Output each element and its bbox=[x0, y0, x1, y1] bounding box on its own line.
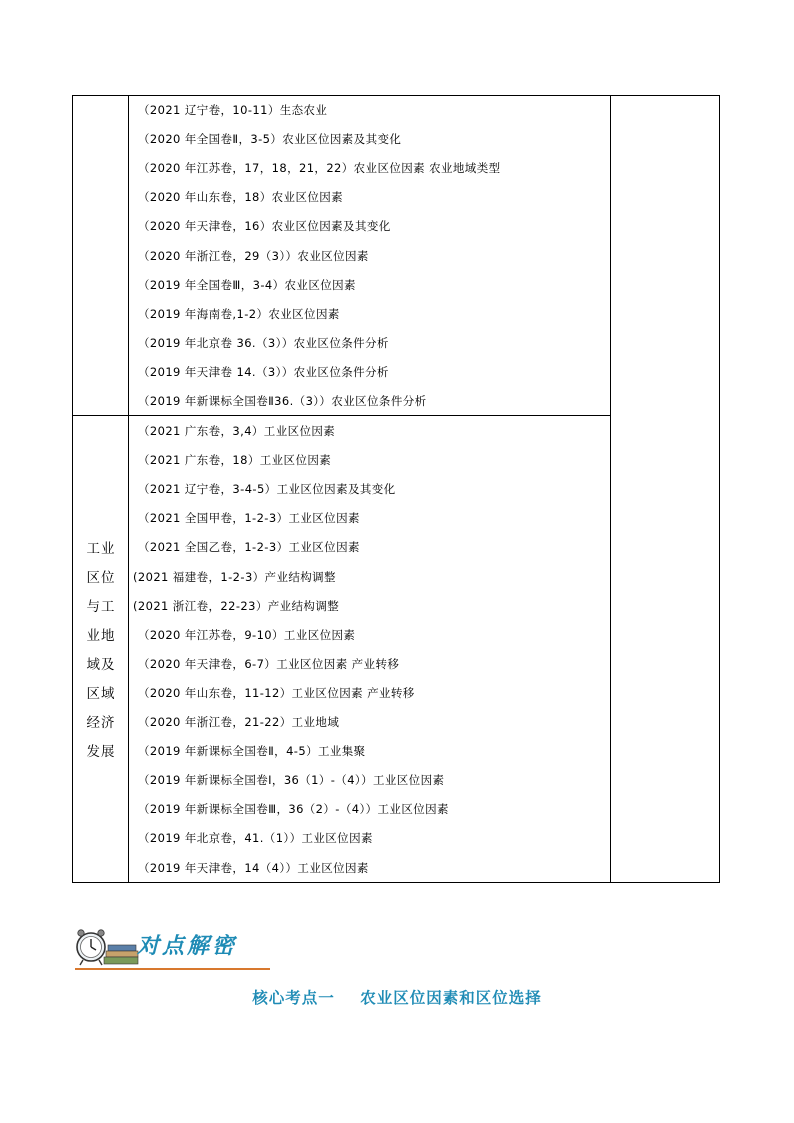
topic-line: 区位 bbox=[86, 570, 116, 586]
industry-topic-label bbox=[80, 535, 122, 767]
agriculture-entry: （2020 年山东卷，18）农业区位因素 bbox=[138, 190, 344, 205]
industry-entry: （2021 广东卷，18）工业区位因素 bbox=[138, 453, 332, 468]
agriculture-entry: （2019 年天津卷 14.（3））农业区位条件分析 bbox=[138, 364, 389, 379]
industry-entry: （2019 年新课标全国卷Ⅱ，4-5）工业集聚 bbox=[138, 744, 366, 759]
industry-entry: （2019 年新课标全国卷Ⅲ，36（2）-（4））工业区位因素 bbox=[138, 802, 449, 817]
agriculture-entry: （2019 年海南卷,1-2）农业区位因素 bbox=[138, 306, 340, 321]
agriculture-entry: （2020 年浙江卷，29（3））农业区位因素 bbox=[138, 248, 369, 263]
table-bottom-border bbox=[72, 882, 720, 883]
row-divider bbox=[72, 415, 611, 416]
topic-line: 工业 bbox=[86, 541, 116, 557]
agriculture-entry: （2019 年全国卷Ⅲ，3-4）农业区位因素 bbox=[138, 277, 356, 292]
industry-entry: （2021 全国乙卷，1-2-3）工业区位因素 bbox=[138, 540, 360, 555]
agriculture-entry: （2020 年江苏卷，17，18，21，22）农业区位因素 农业地域类型 bbox=[138, 161, 501, 176]
industry-entry: (2021 浙江卷，22-23）产业结构调整 bbox=[133, 598, 340, 613]
column-divider-notes bbox=[610, 95, 611, 883]
topic-line: 发展 bbox=[86, 744, 116, 760]
core-point-heading: 核心考点一 农业区位因素和区位选择 bbox=[252, 989, 542, 1007]
industry-entry: （2020 年浙江卷，21-22）工业地域 bbox=[138, 715, 340, 729]
column-divider-topic bbox=[128, 95, 129, 883]
industry-entry: （2020 年山东卷，11-12）工业区位因素 产业转移 bbox=[138, 685, 415, 700]
agriculture-entry: （2020 年全国卷Ⅱ，3-5）农业区位因素及其变化 bbox=[138, 132, 402, 147]
industry-entry: （2019 年北京卷，41.（1））工业区位因素 bbox=[138, 831, 373, 846]
table-right-border bbox=[719, 95, 720, 883]
topic-line: 域及 bbox=[86, 657, 116, 673]
topic-line: 区域 bbox=[86, 686, 116, 702]
topic-line: 与工 bbox=[86, 599, 116, 615]
industry-entry: （2019 年天津卷，14（4））工业区位因素 bbox=[138, 860, 369, 875]
industry-entry: （2019 年新课标全国卷Ⅰ，36（1）-（4））工业区位因素 bbox=[138, 773, 445, 788]
industry-entry: （2021 全国甲卷，1-2-3）工业区位因素 bbox=[138, 511, 360, 526]
table-left-border bbox=[72, 95, 73, 883]
industry-entry: （2021 广东卷，3,4）工业区位因素 bbox=[138, 424, 336, 438]
exam-table bbox=[72, 95, 720, 883]
industry-entry: （2020 年江苏卷，9-10）工业区位因素 bbox=[138, 627, 356, 642]
section-underline bbox=[75, 968, 270, 970]
agriculture-entry: （2020 年天津卷，16）农业区位因素及其变化 bbox=[138, 219, 391, 234]
topic-line: 业地 bbox=[86, 628, 116, 644]
industry-entry: （2020 年天津卷，6-7）工业区位因素 产业转移 bbox=[138, 656, 400, 671]
table-top-border bbox=[72, 95, 720, 96]
topic-line: 经济 bbox=[86, 715, 116, 731]
agriculture-entry: （2019 年北京卷 36.（3））农业区位条件分析 bbox=[138, 335, 389, 350]
agriculture-entry: （2021 辽宁卷，10-11）生态农业 bbox=[138, 103, 328, 117]
section-title: 对点解密 bbox=[137, 934, 238, 959]
agriculture-entry: （2019 年新课标全国卷Ⅱ36.（3））农业区位条件分析 bbox=[138, 394, 427, 408]
industry-entry: (2021 福建卷，1-2-3）产业结构调整 bbox=[133, 569, 336, 584]
industry-entry: （2021 辽宁卷，3-4-5）工业区位因素及其变化 bbox=[138, 482, 396, 497]
